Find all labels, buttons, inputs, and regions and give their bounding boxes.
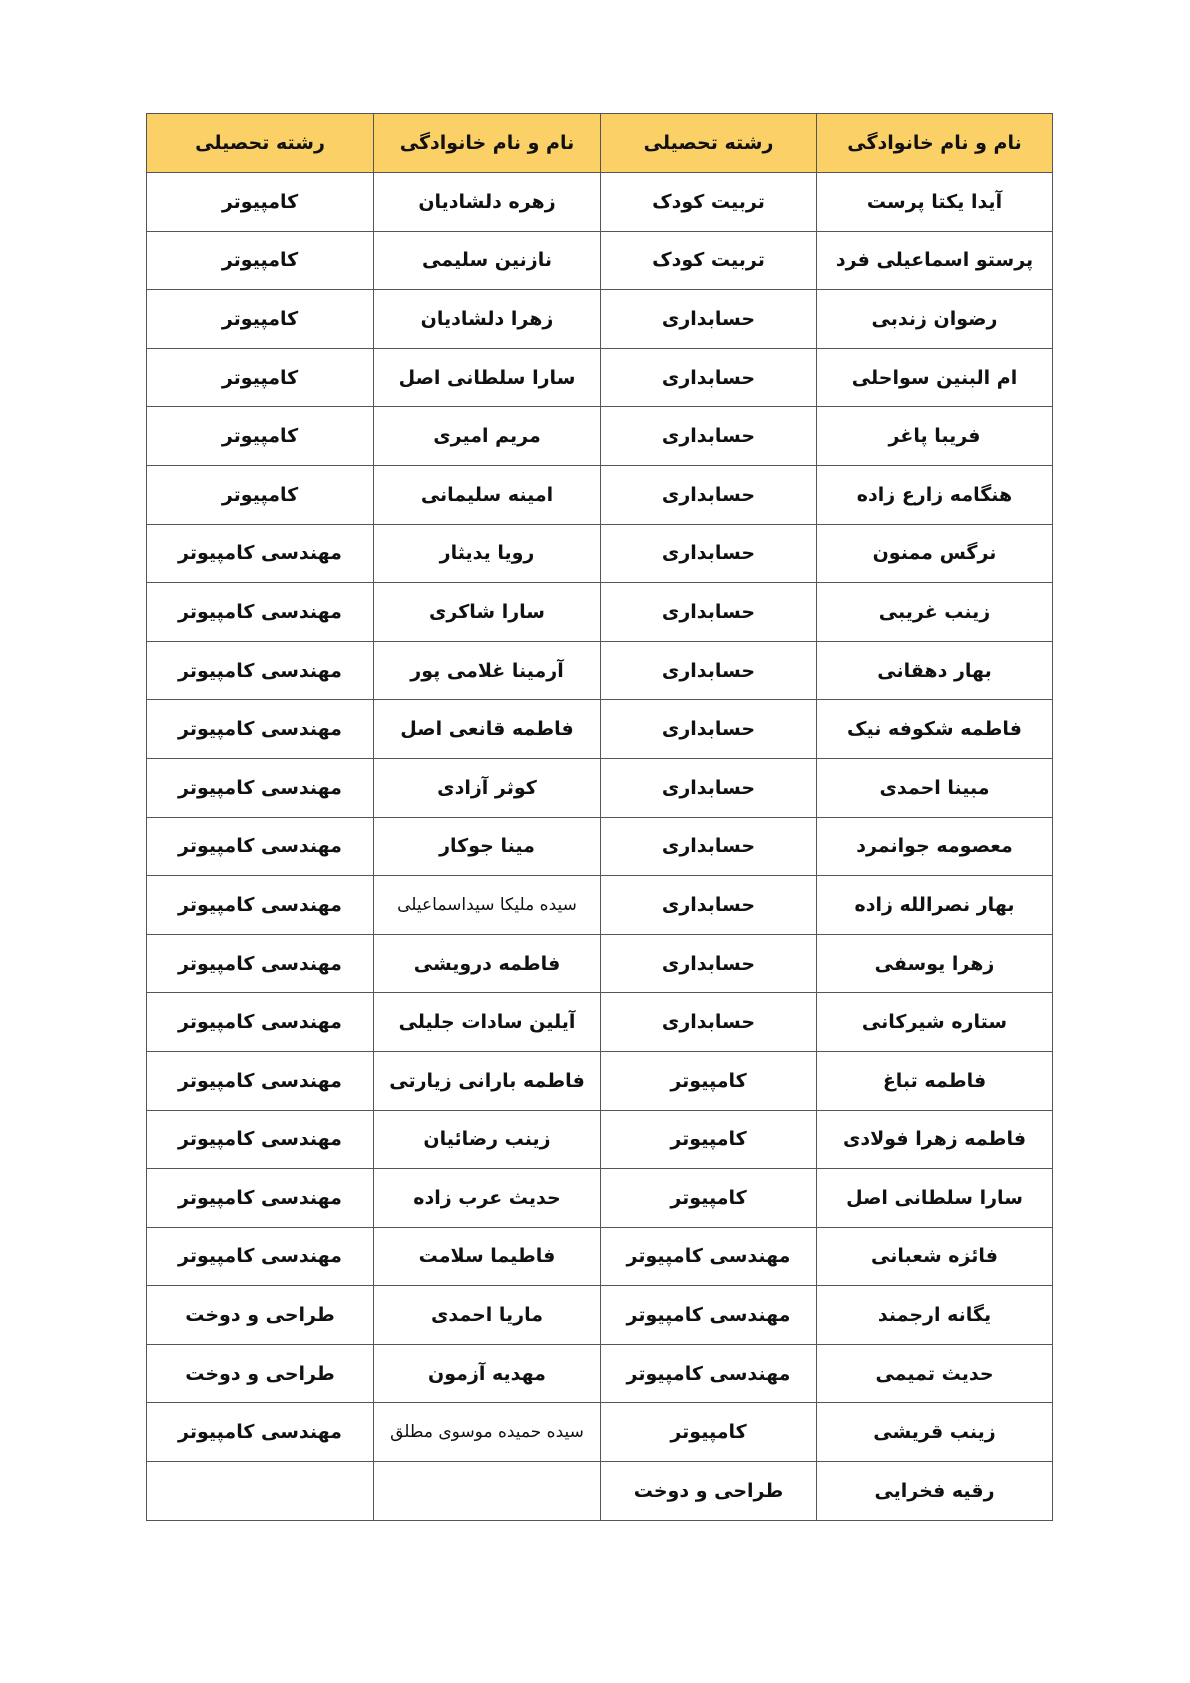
student-name-cell: فریبا پاغر bbox=[817, 407, 1053, 466]
table-row bbox=[147, 173, 1053, 232]
student-name-cell: فاطمه قانعی اصل bbox=[374, 700, 601, 759]
field-of-study-cell: حسابداری bbox=[601, 876, 817, 935]
student-name-cell: فاطمه زهرا فولادی bbox=[817, 1110, 1053, 1169]
student-name-cell: زهرا دلشادیان bbox=[374, 290, 601, 349]
field-of-study-cell: کامپیوتر bbox=[601, 1403, 817, 1462]
table-row bbox=[147, 348, 1053, 407]
student-name-cell: سارا سلطانی اصل bbox=[817, 1169, 1053, 1228]
student-name-cell: فاطمه تباغ bbox=[817, 1051, 1053, 1110]
student-name-cell: زینب غریبی bbox=[817, 583, 1053, 642]
field-of-study-cell: حسابداری bbox=[601, 524, 817, 583]
student-name-cell: سارا شاکری bbox=[374, 583, 601, 642]
student-name-cell: فائزه شعبانی bbox=[817, 1227, 1053, 1286]
student-name-cell: آیدا یکتا پرست bbox=[817, 173, 1053, 232]
header-field-1: رشته تحصیلی bbox=[601, 114, 817, 173]
student-name-cell bbox=[374, 1462, 601, 1521]
field-of-study-cell: تربیت کودک bbox=[601, 231, 817, 290]
table-row bbox=[147, 876, 1053, 935]
student-name-cell: رضوان زندبی bbox=[817, 290, 1053, 349]
table-row bbox=[147, 1462, 1053, 1521]
field-of-study-cell: مهندسی کامپیوتر bbox=[147, 1227, 374, 1286]
field-of-study-cell: طراحی و دوخت bbox=[147, 1286, 374, 1345]
field-of-study-cell: طراحی و دوخت bbox=[147, 1344, 374, 1403]
student-roster-table bbox=[146, 113, 1053, 1521]
student-name-cell: نرگس ممنون bbox=[817, 524, 1053, 583]
student-name-cell: فاطیما سلامت bbox=[374, 1227, 601, 1286]
field-of-study-cell: مهندسی کامپیوتر bbox=[147, 934, 374, 993]
field-of-study-cell: مهندسی کامپیوتر bbox=[147, 817, 374, 876]
student-name-cell: رقیه فخرایی bbox=[817, 1462, 1053, 1521]
field-of-study-cell: مهندسی کامپیوتر bbox=[147, 641, 374, 700]
student-name-cell: ام البنین سواحلی bbox=[817, 348, 1053, 407]
table-row bbox=[147, 1286, 1053, 1345]
field-of-study-cell: مهندسی کامپیوتر bbox=[147, 700, 374, 759]
field-of-study-cell: کامپیوتر bbox=[147, 231, 374, 290]
field-of-study-cell: مهندسی کامپیوتر bbox=[147, 583, 374, 642]
student-name-cell: فاطمه شکوفه نیک bbox=[817, 700, 1053, 759]
student-name-cell: مریم امیری bbox=[374, 407, 601, 466]
student-name-cell: زینب قریشی bbox=[817, 1403, 1053, 1462]
field-of-study-cell: کامپیوتر bbox=[147, 173, 374, 232]
table-row bbox=[147, 1110, 1053, 1169]
field-of-study-cell: مهندسی کامپیوتر bbox=[147, 1403, 374, 1462]
student-name-cell: سیده ملیکا سیداسماعیلی bbox=[374, 876, 601, 935]
field-of-study-cell: حسابداری bbox=[601, 583, 817, 642]
student-name-cell: معصومه جوانمرد bbox=[817, 817, 1053, 876]
table-row bbox=[147, 758, 1053, 817]
header-row bbox=[147, 114, 1053, 173]
student-name-cell: هنگامه زارع زاده bbox=[817, 465, 1053, 524]
table-row bbox=[147, 934, 1053, 993]
student-name-cell: امینه سلیمانی bbox=[374, 465, 601, 524]
table-row bbox=[147, 1169, 1053, 1228]
table-row bbox=[147, 1051, 1053, 1110]
field-of-study-cell: مهندسی کامپیوتر bbox=[147, 524, 374, 583]
table-row bbox=[147, 641, 1053, 700]
field-of-study-cell: تربیت کودک bbox=[601, 173, 817, 232]
student-name-cell: ماریا احمدی bbox=[374, 1286, 601, 1345]
field-of-study-cell: حسابداری bbox=[601, 465, 817, 524]
field-of-study-cell: حسابداری bbox=[601, 290, 817, 349]
student-name-cell: یگانه ارجمند bbox=[817, 1286, 1053, 1345]
field-of-study-cell: حسابداری bbox=[601, 700, 817, 759]
field-of-study-cell: کامپیوتر bbox=[601, 1169, 817, 1228]
field-of-study-cell bbox=[147, 1462, 374, 1521]
student-name-cell: سارا سلطانی اصل bbox=[374, 348, 601, 407]
student-name-cell: حدیث تمیمی bbox=[817, 1344, 1053, 1403]
student-name-cell: حدیث عرب زاده bbox=[374, 1169, 601, 1228]
field-of-study-cell: حسابداری bbox=[601, 407, 817, 466]
student-name-cell: بهار نصرالله زاده bbox=[817, 876, 1053, 935]
student-name-cell: زهرا یوسفی bbox=[817, 934, 1053, 993]
field-of-study-cell: حسابداری bbox=[601, 758, 817, 817]
field-of-study-cell: حسابداری bbox=[601, 817, 817, 876]
student-name-cell: آرمینا غلامی پور bbox=[374, 641, 601, 700]
field-of-study-cell: طراحی و دوخت bbox=[601, 1462, 817, 1521]
field-of-study-cell: مهندسی کامپیوتر bbox=[147, 758, 374, 817]
table-row bbox=[147, 524, 1053, 583]
student-name-cell: ستاره شیرکانی bbox=[817, 993, 1053, 1052]
table-row bbox=[147, 817, 1053, 876]
field-of-study-cell: مهندسی کامپیوتر bbox=[147, 1110, 374, 1169]
field-of-study-cell: حسابداری bbox=[601, 993, 817, 1052]
student-name-cell: زهره دلشادیان bbox=[374, 173, 601, 232]
table-row bbox=[147, 1403, 1053, 1462]
field-of-study-cell: مهندسی کامپیوتر bbox=[147, 1051, 374, 1110]
student-name-cell: سیده حمیده موسوی مطلق bbox=[374, 1403, 601, 1462]
table-row bbox=[147, 290, 1053, 349]
table-row bbox=[147, 583, 1053, 642]
student-name-cell: رویا یدیثار bbox=[374, 524, 601, 583]
header-name-1: نام و نام خانوادگی bbox=[817, 114, 1053, 173]
student-name-cell: نازنین سلیمی bbox=[374, 231, 601, 290]
field-of-study-cell: کامپیوتر bbox=[147, 348, 374, 407]
field-of-study-cell: کامپیوتر bbox=[601, 1051, 817, 1110]
student-name-cell: مینا جوکار bbox=[374, 817, 601, 876]
field-of-study-cell: مهندسی کامپیوتر bbox=[601, 1286, 817, 1345]
field-of-study-cell: مهندسی کامپیوتر bbox=[147, 993, 374, 1052]
student-name-cell: مبینا احمدی bbox=[817, 758, 1053, 817]
table-body bbox=[147, 173, 1053, 1521]
table-row bbox=[147, 407, 1053, 466]
field-of-study-cell: مهندسی کامپیوتر bbox=[147, 1169, 374, 1228]
student-name-cell: زینب رضائیان bbox=[374, 1110, 601, 1169]
header-name-2: نام و نام خانوادگی bbox=[374, 114, 601, 173]
field-of-study-cell: کامپیوتر bbox=[147, 465, 374, 524]
field-of-study-cell: کامپیوتر bbox=[601, 1110, 817, 1169]
student-name-cell: مهدیه آزمون bbox=[374, 1344, 601, 1403]
field-of-study-cell: حسابداری bbox=[601, 934, 817, 993]
table-row bbox=[147, 231, 1053, 290]
table-row bbox=[147, 465, 1053, 524]
field-of-study-cell: مهندسی کامپیوتر bbox=[147, 876, 374, 935]
student-name-cell: فاطمه درویشی bbox=[374, 934, 601, 993]
student-name-cell: آیلین سادات جلیلی bbox=[374, 993, 601, 1052]
table-row bbox=[147, 1344, 1053, 1403]
student-name-cell: فاطمه بارانی زیارتی bbox=[374, 1051, 601, 1110]
field-of-study-cell: مهندسی کامپیوتر bbox=[601, 1227, 817, 1286]
field-of-study-cell: مهندسی کامپیوتر bbox=[601, 1344, 817, 1403]
student-name-cell: بهار دهقانی bbox=[817, 641, 1053, 700]
field-of-study-cell: حسابداری bbox=[601, 641, 817, 700]
student-name-cell: پرستو اسماعیلی فرد bbox=[817, 231, 1053, 290]
student-name-cell: کوثر آزادی bbox=[374, 758, 601, 817]
table-row bbox=[147, 700, 1053, 759]
field-of-study-cell: کامپیوتر bbox=[147, 290, 374, 349]
field-of-study-cell: حسابداری bbox=[601, 348, 817, 407]
table-row bbox=[147, 993, 1053, 1052]
table-header bbox=[147, 114, 1053, 173]
field-of-study-cell: کامپیوتر bbox=[147, 407, 374, 466]
header-field-2: رشته تحصیلی bbox=[147, 114, 374, 173]
table-row bbox=[147, 1227, 1053, 1286]
